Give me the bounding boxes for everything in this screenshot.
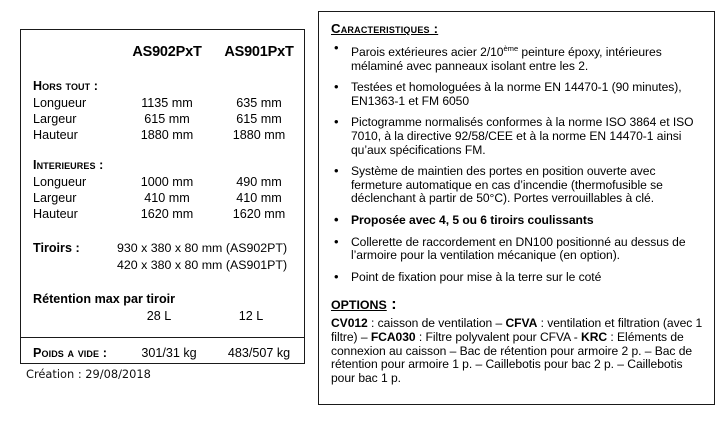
row-label-hauteur-hors-tout: Hauteur [33,128,78,142]
column-header-as901pxt: AS901PxT [224,44,294,60]
list-item: • Proposée avec 4, 5 ou 6 tiroirs coulissants [331,214,704,228]
value-longueur-hors-tout-as901: 635 mm [236,96,282,110]
row-label-largeur-interieures: Largeur [33,191,77,205]
value-hauteur-interieures-as901: 1620 mm [232,207,286,221]
value-largeur-hors-tout-as901: 615 mm [236,112,282,126]
value-poids-as902: 301/31 kg [141,346,197,360]
value-largeur-interieures-as902: 410 mm [144,191,190,205]
value-hauteur-interieures-as902: 1620 mm [140,207,194,221]
value-retention-as902: 28 L [146,309,172,323]
value-hauteur-hors-tout-as901: 1880 mm [232,128,286,142]
value-poids-as901: 483/507 kg [227,346,291,360]
list-item: • Système de maintien des portes en position ouverte avec fermeture automatique en cas d’incendie (thermofusible se déclenchant à partir de 50°C). Portes verrouillables à clé. [331,165,704,206]
value-longueur-interieures-as902: 1000 mm [140,175,194,189]
options-colon: : [386,296,397,314]
specifications-table [20,29,305,364]
row-label-retention-max: Rétention max par tiroir [33,292,176,306]
value-tiroirs-as902pt: 930 x 380 x 80 mm (AS902PT) [117,241,288,255]
row-label-hauteur-interieures: Hauteur [33,207,78,221]
row-label-tiroirs: Tiroirs : [33,241,80,255]
value-largeur-interieures-as901: 410 mm [236,191,282,205]
value-longueur-interieures-as901: 490 mm [236,175,282,189]
list-item: • Pictogramme normalisés conformes à la norme ISO 3864 et ISO 7010, à la directive 92/58/CEE et à la norme EN 14470-1 ainsi qu’aux spécifications FM. [331,116,704,157]
list-item: • Testées et homologuées à la norme EN 14470-1 (90 minutes), EN1363-1 et FM 6050 [331,81,704,108]
value-tiroirs-as901pt: 420 x 380 x 80 mm (AS901PT) [117,258,288,272]
list-item: • Parois extérieures acier 2/10ème peinture époxy, intérieures mélaminé avec panneaux isolant entre les 2. [331,42,704,73]
value-hauteur-hors-tout-as902: 1880 mm [140,128,194,142]
value-retention-as901: 12 L [238,309,264,323]
list-item: • Collerette de raccordement en DN100 positionné au dessus de l’armoire pour la ventilation mécanique (en option). [331,236,704,263]
caracteristiques-list [331,42,704,284]
value-largeur-hors-tout-as902: 615 mm [144,112,190,126]
creation-date: Création : 29/08/2018 [26,367,151,381]
poids-divider [21,337,304,338]
caracteristiques-title: Caracteristiques : [331,21,439,36]
section-title-interieures: Interieures : [33,158,104,172]
section-title-hors-tout: Hors tout : [33,79,99,93]
options-heading-row [331,292,704,317]
row-label-largeur-hors-tout: Largeur [33,112,77,126]
options-body: CV012 : caisson de ventilation – CFVA : ventilation et filtration (avec 1 filtre) – FCA030 : Filtre polyvalent pour CFVA - KRC : Eléments de connexion au caisson – Bac de rétention pour armoire 2 p. – Bac de rétention pour armoire 1 p. – Caillebotis pour bac 2 p. – Caillebotis pour bac 1 p. [331,316,703,385]
list-item: • Point de fixation pour mise à la terre sur le coté [331,271,704,285]
column-header-as902pxt: AS902PxT [132,44,202,60]
options-title: OPTIONS [331,298,387,313]
row-label-poids-a-vide: Poids a vide : [33,346,107,360]
value-longueur-hors-tout-as902: 1135 mm [141,96,193,110]
row-label-longueur-interieures: Longueur [33,175,87,189]
caracteristiques-panel [318,11,715,405]
row-label-longueur-hors-tout: Longueur [33,96,87,110]
